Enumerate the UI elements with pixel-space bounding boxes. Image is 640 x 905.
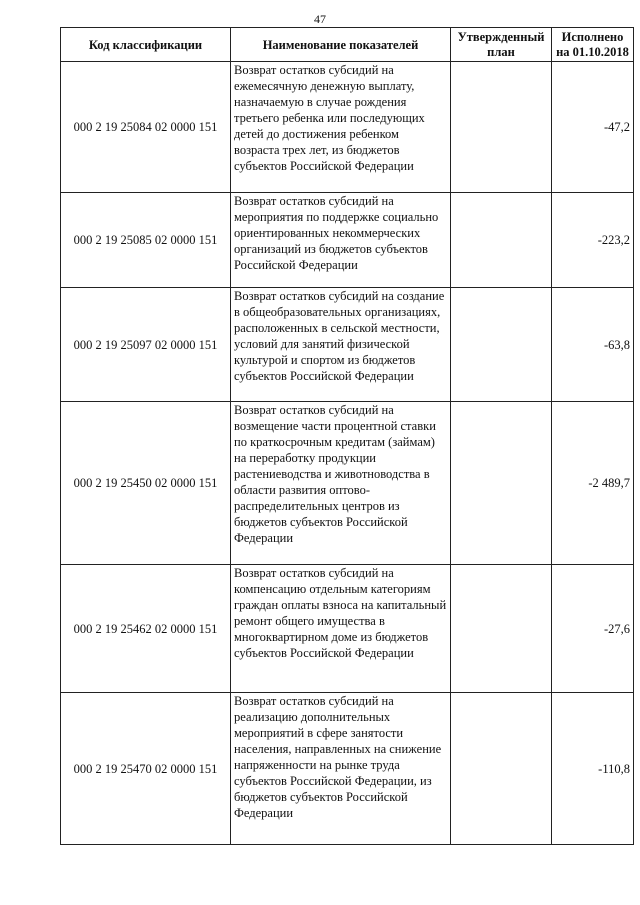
row-done: -223,2 [552, 193, 634, 288]
table-row [61, 193, 634, 288]
row-code: 000 2 19 25462 02 0000 151 [61, 565, 231, 693]
row-plan [451, 402, 552, 565]
table-row [61, 693, 634, 845]
row-plan [451, 288, 552, 402]
table-header-row [61, 28, 634, 62]
row-code: 000 2 19 25097 02 0000 151 [61, 288, 231, 402]
page-number: 47 [314, 12, 326, 26]
row-code: 000 2 19 25084 02 0000 151 [61, 62, 231, 193]
row-name: Возврат остатков субсидий на компенсацию отдельным категориям граждан оплаты взноса на капитальный ремонт общего имущества в многоквартирном доме из бюджетов субъектов Российской Федерации [231, 565, 451, 693]
row-name: Возврат остатков субсидий на реализацию дополнительных мероприятий в сфере занятости населения, направленных на снижение напряженности на рынке труда субъектов Российской Федерации, из бюджетов субъектов Российской Федерации [231, 693, 451, 845]
row-name: Возврат остатков субсидий на возмещение части процентной ставки по краткосрочным кредитам (займам) на переработку продукции растениеводства и животноводства в области развития оптово-распределительных центров из бюджетов субъектов Российской Федерации [231, 402, 451, 565]
row-name: Возврат остатков субсидий на ежемесячную денежную выплату, назначаемую в случае рождения третьего ребенка или последующих детей до достижения ребенком возраста трех лет, из бюджетов субъектов Российской Федерации [231, 62, 451, 193]
budget-table [60, 27, 634, 845]
row-plan [451, 62, 552, 193]
row-plan [451, 693, 552, 845]
row-code: 000 2 19 25085 02 0000 151 [61, 193, 231, 288]
row-done: -27,6 [552, 565, 634, 693]
row-code: 000 2 19 25470 02 0000 151 [61, 693, 231, 845]
header-plan: Утвержденный план [451, 28, 552, 62]
header-name: Наименование показателей [231, 28, 451, 62]
row-done: -110,8 [552, 693, 634, 845]
table-row [61, 288, 634, 402]
row-plan [451, 193, 552, 288]
header-done: Исполнено на 01.10.2018 [552, 28, 634, 62]
row-name: Возврат остатков субсидий на мероприятия по поддержке социально ориентированных некоммерческих организаций из бюджетов субъектов Российской Федерации [231, 193, 451, 288]
row-done: -47,2 [552, 62, 634, 193]
table-row [61, 402, 634, 565]
header-code: Код классификации [61, 28, 231, 62]
table-row [61, 62, 634, 193]
row-done: -63,8 [552, 288, 634, 402]
row-done: -2 489,7 [552, 402, 634, 565]
row-name: Возврат остатков субсидий на создание в общеобразовательных организациях, расположенных в сельской местности, условий для занятий физической культурой и спортом из бюджетов субъектов Российской Федерации [231, 288, 451, 402]
table-row [61, 565, 634, 693]
row-plan [451, 565, 552, 693]
row-code: 000 2 19 25450 02 0000 151 [61, 402, 231, 565]
